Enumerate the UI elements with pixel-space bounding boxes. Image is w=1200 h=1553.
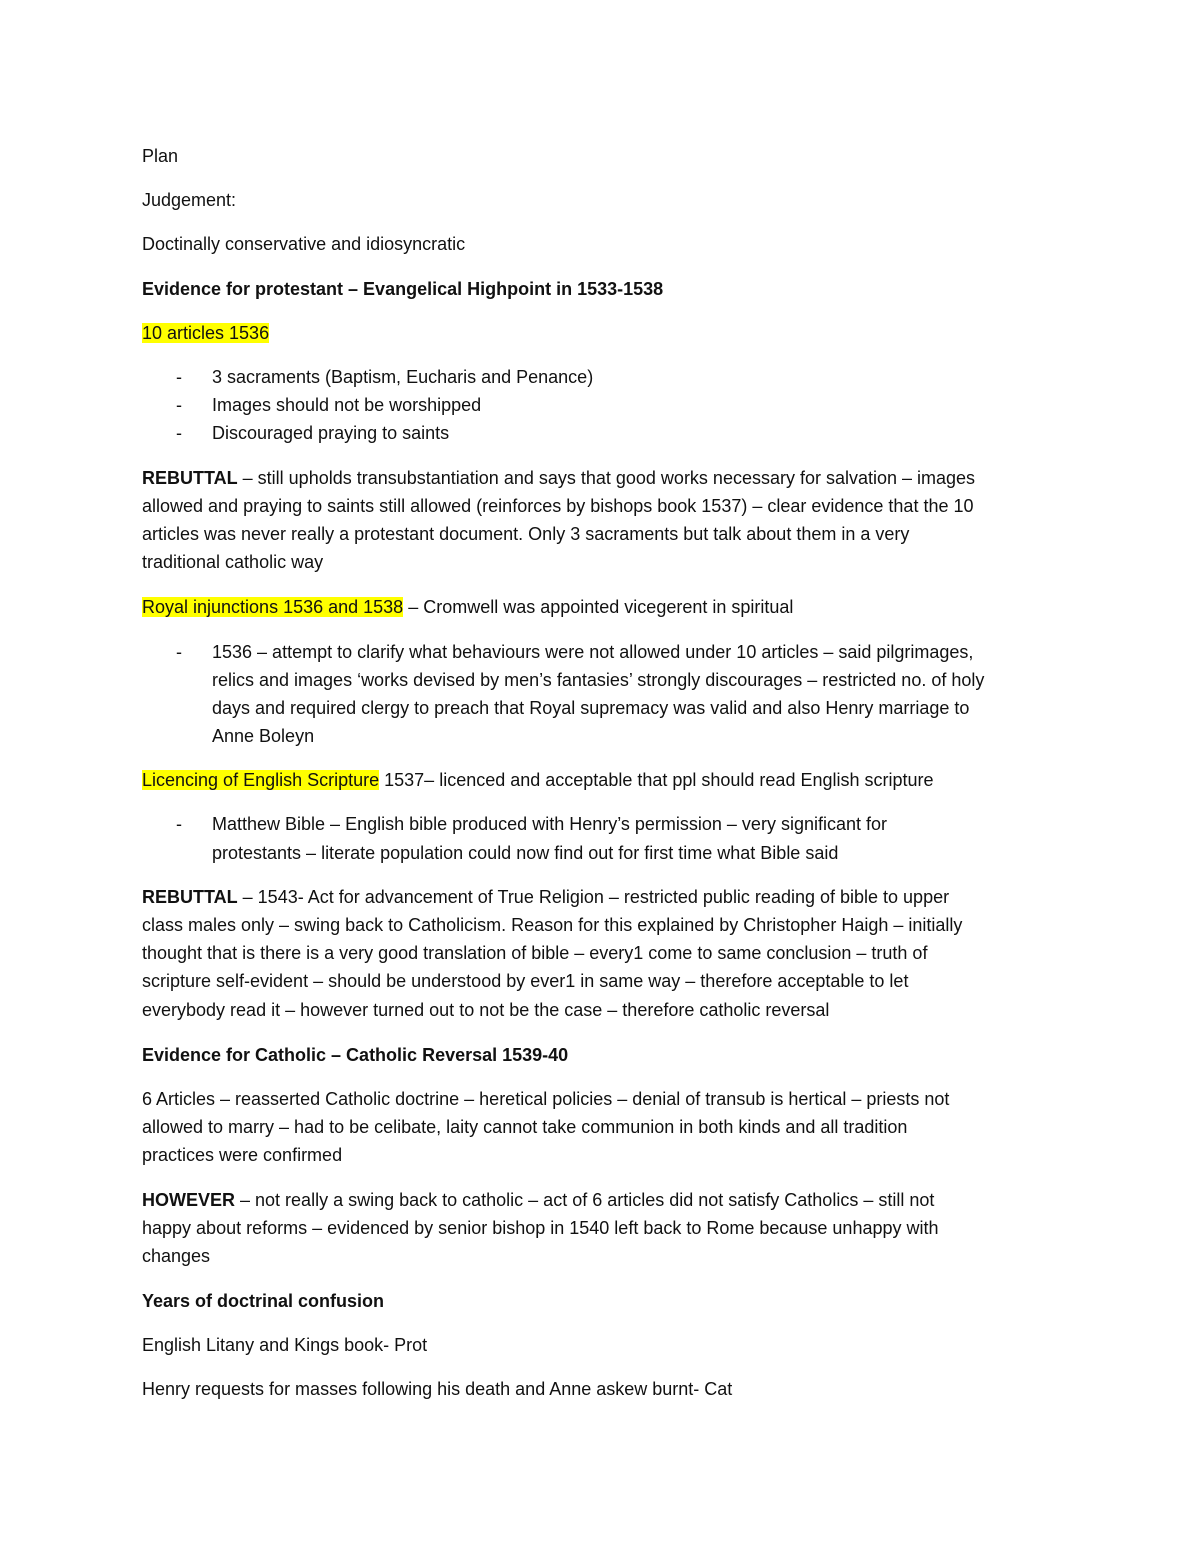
rebuttal-paragraph xyxy=(142,885,949,909)
paragraph-line: thought that is there is a very good translation of bible – every1 come to same conclusion – truth of xyxy=(142,943,928,963)
highlighted-text: 10 articles 1536 xyxy=(142,323,270,343)
paragraph-text: – still upholds transubstantiation and says that good works necessary for salvation – images xyxy=(237,468,976,488)
ten-articles-heading xyxy=(142,321,269,345)
paragraph-line: traditional catholic way xyxy=(142,552,324,572)
paragraph-line: 6 Articles – reasserted Catholic doctrine – heretical policies – denial of transub is hertical – priests not xyxy=(142,1089,950,1109)
paragraph-line: class males only – swing back to Catholicism. Reason for this explained by Christopher Haigh – initially xyxy=(142,915,963,935)
paragraph-line: allowed and praying to saints still allowed (reinforces by bishops book 1537) – clear evidence that the 10 xyxy=(142,496,974,516)
highlighted-text: Licencing of English Scripture xyxy=(142,770,380,790)
section-heading-catholic: Evidence for Catholic – Catholic Reversal 1539-40 xyxy=(142,1045,569,1065)
highlighted-text: Royal injunctions 1536 and 1538 xyxy=(142,597,404,617)
list-item: Discouraged praying to saints xyxy=(212,423,450,443)
bullet-dash: - xyxy=(176,423,182,443)
judgement-label: Judgement: xyxy=(142,190,237,210)
paragraph-text: – 1543- Act for advancement of True Religion – restricted public reading of bible to upper xyxy=(237,887,950,907)
paragraph-line: articles was never really a protestant document. Only 3 sacraments but talk about them in a very xyxy=(142,524,910,544)
bullet-dash: - xyxy=(176,814,182,834)
section-heading-confusion: Years of doctrinal confusion xyxy=(142,1291,385,1311)
however-paragraph xyxy=(142,1188,934,1212)
paragraph-line: everybody read it – however turned out to not be the case – therefore catholic reversal xyxy=(142,1000,830,1020)
paragraph-line: scripture self-evident – should be understood by ever1 in same way – therefore acceptable to let xyxy=(142,971,909,991)
paragraph-line: changes xyxy=(142,1246,211,1266)
bullet-dash: - xyxy=(176,642,182,662)
list-item-line: 1536 – attempt to clarify what behaviours were not allowed under 10 articles – said pilgrimages, xyxy=(212,642,974,662)
list-item-line: relics and images ‘works devised by men’s fantasies’ strongly discourages – restricted no. of holy xyxy=(212,670,985,690)
list-item-line: protestants – literate population could now find out for first time what Bible said xyxy=(212,843,839,863)
bullet-dash: - xyxy=(176,367,182,387)
paragraph-line: allowed to marry – had to be celibate, laity cannot take communion in both kinds and all tradition xyxy=(142,1117,908,1137)
list-item-line: days and required clergy to preach that Royal supremacy was valid and also Henry marriage to xyxy=(212,698,970,718)
rebuttal-label: REBUTTAL xyxy=(142,468,238,488)
paragraph-line: practices were confirmed xyxy=(142,1145,343,1165)
paragraph-line: happy about reforms – evidenced by senior bishop in 1540 left back to Rome because unhappy with xyxy=(142,1218,939,1238)
licencing-heading-line xyxy=(142,768,934,792)
doc-title: Plan xyxy=(142,146,179,166)
paragraph-line: Henry requests for masses following his death and Anne askew burnt- Cat xyxy=(142,1379,733,1399)
list-item-line: Anne Boleyn xyxy=(212,726,315,746)
list-item-line: Matthew Bible – English bible produced with Henry’s permission – very significant for xyxy=(212,814,887,834)
paragraph-text: 1537– licenced and acceptable that ppl should read English scripture xyxy=(379,770,934,790)
however-label: HOWEVER xyxy=(142,1190,236,1210)
list-item: 3 sacraments (Baptism, Eucharis and Penance) xyxy=(212,367,594,387)
judgement-text: Doctinally conservative and idiosyncratic xyxy=(142,234,466,254)
injunctions-heading-line xyxy=(142,595,793,619)
rebuttal-paragraph xyxy=(142,466,975,490)
section-heading-protestant: Evidence for protestant – Evangelical Highpoint in 1533-1538 xyxy=(142,279,664,299)
rebuttal-label: REBUTTAL xyxy=(142,887,238,907)
paragraph-text: – not really a swing back to catholic – act of 6 articles did not satisfy Catholics – still not xyxy=(235,1190,935,1210)
bullet-dash: - xyxy=(176,395,182,415)
paragraph-text: – Cromwell was appointed vicegerent in spiritual xyxy=(403,597,794,617)
list-item: Images should not be worshipped xyxy=(212,395,482,415)
paragraph-line: English Litany and Kings book- Prot xyxy=(142,1335,428,1355)
